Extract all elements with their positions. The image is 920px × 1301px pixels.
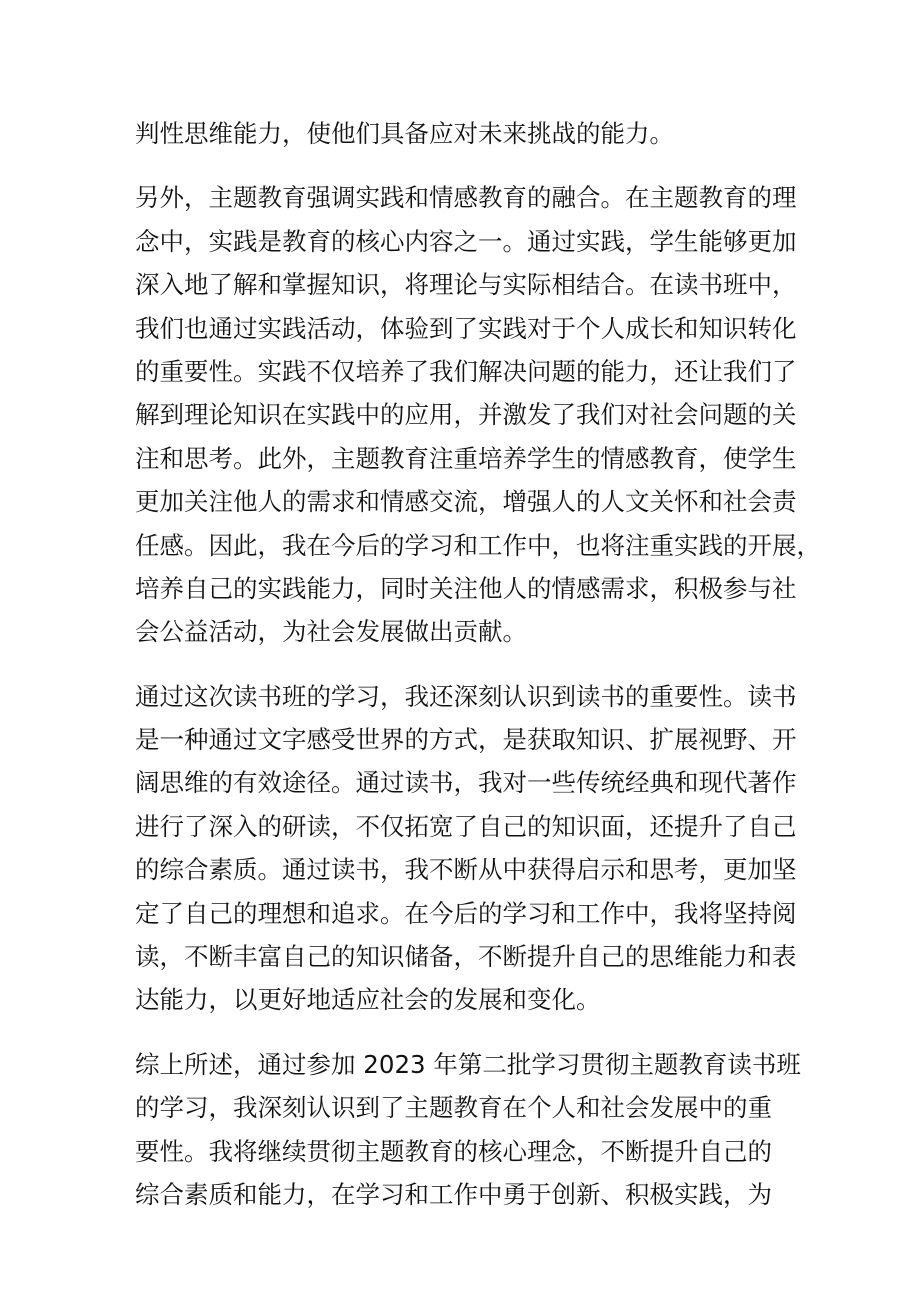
paragraph-4 [135,1043,805,1217]
paragraph-3 [135,675,805,1022]
text-line: 解到理论知识在实践中的应用，并激发了我们对社会问题的关 [135,400,797,430]
text-line: 达能力，以更好地适应社会的发展和变化。 [135,985,601,1015]
text-line: 定了自己的理想和追求。在今后的学习和工作中，我将坚持阅 [135,898,797,928]
document-body [135,112,821,1237]
text-line: 我们也通过实践活动，体验到了实践对于个人成长和知识转化 [135,313,797,343]
text-line: 深入地了解和掌握知识，将理论与实际相结合。在读书班中， [135,270,797,300]
text-line: 阔思维的有效途径。通过读书，我对一些传统经典和现代著作 [135,768,797,798]
text-line: 念中，实践是教育的核心内容之一。通过实践，学生能够更加 [135,226,797,256]
text-line: 判性思维能力，使他们具备应对未来挑战的能力。 [135,119,674,148]
text-line: 读，不断丰富自己的知识储备，不断提升自己的思维能力和表 [135,942,797,972]
text-line: 另外，主题教育强调实践和情感教育的融合。在主题教育的理 [135,183,797,213]
text-line: 的综合素质。通过读书，我不断从中获得启示和思考，更加坚 [135,855,797,885]
text-line: 任感。因此，我在今后的学习和工作中，也将注重实践的开展， [135,530,821,560]
paragraph-2 [135,176,821,653]
text-line: 要性。我将继续贯彻主题教育的核心理念，不断提升自己的 [135,1136,772,1166]
text-line: 注和思考。此外，主题教育注重培养学生的情感教育，使学生 [135,443,797,473]
text-line: 通过这次读书班的学习，我还深刻认识到读书的重要性。读书 [135,681,797,711]
text-line: 是一种通过文字感受世界的方式，是获取知识、扩展视野、开 [135,725,797,755]
text-line: 更加关注他人的需求和情感交流，增强人的人文关怀和社会责 [135,487,797,517]
text-line: 培养自己的实践能力，同时关注他人的情感需求，积极参与社 [135,573,797,603]
text-line: 会公益活动，为社会发展做出贡献。 [135,617,527,647]
text-line: 综上所述，通过参加 2023 年第二批学习贯彻主题教育读书班 [135,1049,801,1079]
text-line: 的重要性。实践不仅培养了我们解决问题的能力，还让我们了 [135,356,797,386]
text-line: 的学习，我深刻认识到了主题教育在个人和社会发展中的重 [135,1093,772,1123]
text-line: 综合素质和能力，在学习和工作中勇于创新、积极实践，为 [135,1179,772,1209]
paragraph-1 [135,112,805,155]
text-line: 进行了深入的研读，不仅拓宽了自己的知识面，还提升了自己 [135,811,797,841]
